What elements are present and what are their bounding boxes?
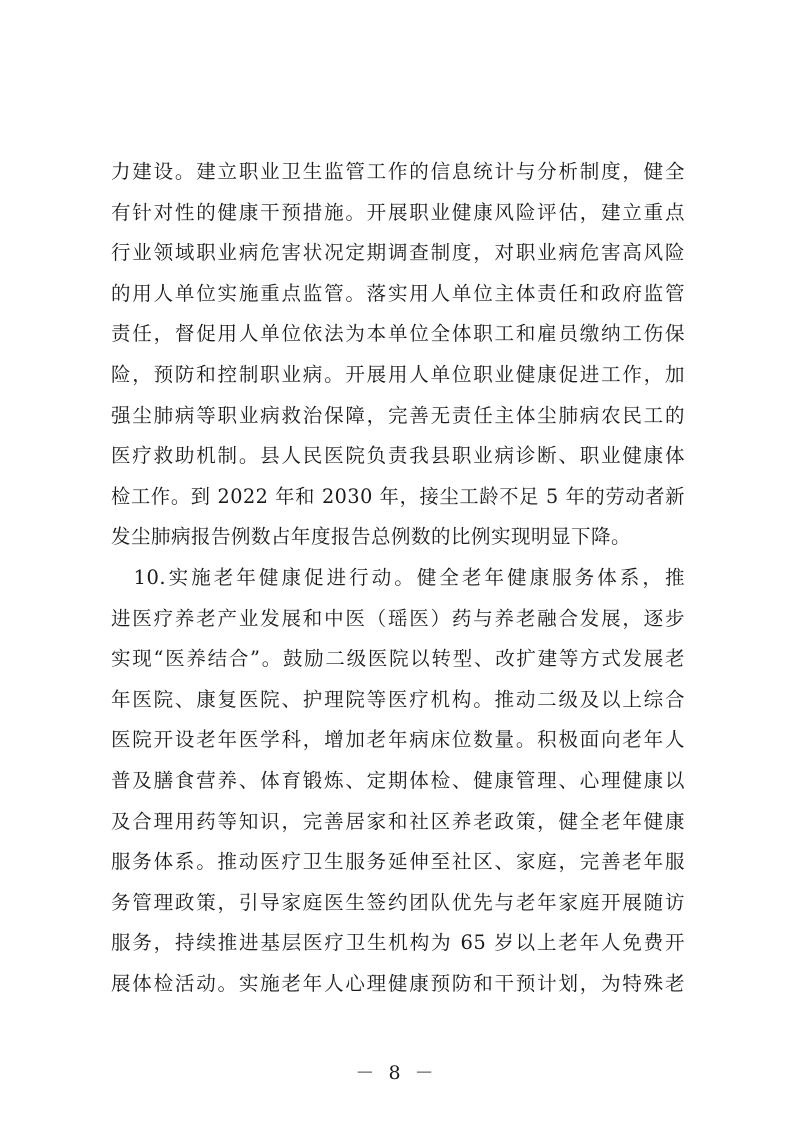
text-line: 发尘肺病报告例数占年度报告总例数的比例实现明显下降。 — [111, 525, 632, 549]
text-line: 行业领域职业病危害状况定期调查制度，对职业病危害高风险 — [111, 241, 685, 265]
text-line: 实现“医养结合”。鼓励二级医院以转型、改扩建等方式发展老 — [111, 647, 685, 671]
text-line: 服务体系。推动医疗卫生服务延伸至社区、家庭，完善老年服 — [111, 850, 685, 874]
text-line: 及合理用药等知识，完善居家和社区养老政策，健全老年健康 — [111, 809, 685, 833]
text-line: 强尘肺病等职业病救治保障，完善无责任主体尘肺病农民工的 — [111, 403, 685, 427]
text-line: 医疗救助机制。县人民医院负责我县职业病诊断、职业健康体 — [111, 444, 685, 468]
text-line: 普及膳食营养、体育锻炼、定期体检、健康管理、心理健康以 — [111, 768, 685, 792]
text-line: 务管理政策，引导家庭医生签约团队优先与老年家庭开展随访 — [111, 890, 685, 914]
page-number: － 8 － — [355, 1062, 438, 1084]
section-heading-line: 10.实施老年健康促进行动。健全老年健康服务体系，推 — [111, 565, 685, 589]
text-line: 年医院、康复医院、护理院等医疗机构。推动二级及以上综合 — [111, 687, 685, 711]
text-line: 检工作。到 2022 年和 2030 年，接尘工龄不足 5 年的劳动者新 — [111, 484, 685, 508]
text-line: 险，预防和控制职业病。开展用人单位职业健康促进工作，加 — [111, 362, 685, 386]
text-line: 医院开设老年医学科，增加老年病床位数量。积极面向老年人 — [111, 728, 685, 752]
text-line: 责任，督促用人单位依法为本单位全体职工和雇员缴纳工伤保 — [111, 322, 685, 346]
text-line: 力建设。建立职业卫生监管工作的信息统计与分析制度，健全 — [111, 160, 685, 183]
text-line: 展体检活动。实施老年人心理健康预防和干预计划，为特殊老 — [111, 971, 685, 995]
body-text — [111, 152, 685, 1004]
text-line: 服务，持续推进基层医疗卫生机构为 65 岁以上老年人免费开 — [111, 931, 685, 955]
text-line: 进医疗养老产业发展和中医（瑶医）药与养老融合发展，逐步 — [111, 606, 685, 630]
text-line: 有针对性的健康干预措施。开展职业健康风险评估，建立重点 — [111, 200, 685, 224]
text-line: 的用人单位实施重点监管。落实用人单位主体责任和政府监管 — [111, 281, 685, 305]
